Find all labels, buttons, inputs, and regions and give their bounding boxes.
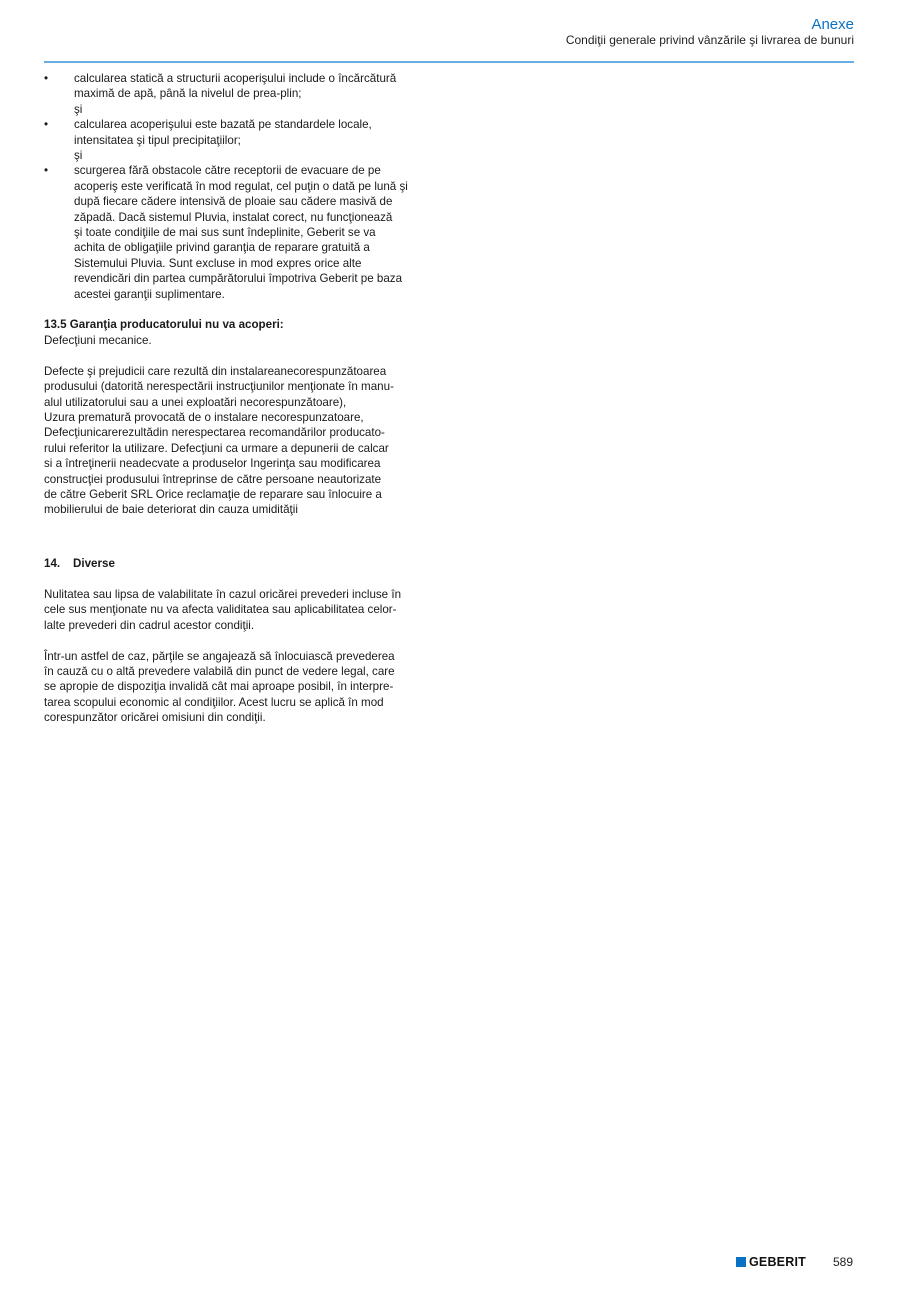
text-line: acestei garanţii suplimentare. <box>74 287 225 301</box>
text-line: şi toate condiţiile de mai sus sunt îndeplinite, Geberit se va <box>74 226 376 240</box>
text-line: calcularea acoperişului este bazată pe standardele locale, <box>74 118 372 132</box>
text-line: maximă de apă, până la nivelul de prea-plin; <box>74 87 302 101</box>
page-number: 589 <box>833 1255 854 1269</box>
text-line: produsului (datorită nerespectării instrucţiunilor menţionate în manu- <box>44 380 394 394</box>
section-14-heading: 14. Diverse <box>44 557 115 571</box>
text-line: Într-un astfel de caz, părţile se angajează să înlocuiască prevederea <box>44 649 395 663</box>
text-line: rului referitor la utilizare. Defecţiuni ca urmare a depunerii de calcar <box>44 441 389 455</box>
bullet-item <box>44 71 444 117</box>
text-line: cele sus menţionate nu va afecta validitatea sau aplicabilitatea celor- <box>44 603 397 617</box>
bullet-item <box>44 163 444 302</box>
logo-text: GEBERIT <box>749 1255 806 1269</box>
text-line: tarea scopului economic al condiţiilor. Acest lucru se aplică în mod <box>44 695 384 709</box>
geberit-logo <box>736 1255 806 1269</box>
page-content <box>44 71 444 726</box>
text-line: şi <box>74 102 83 116</box>
spacer <box>44 533 444 556</box>
text-line: după fiecare cădere intensivă de ploaie sau cădere masivă de <box>74 195 393 209</box>
spacer <box>44 633 444 648</box>
bullet-icon: • <box>44 118 49 132</box>
text-line: Sistemului Pluvia. Sunt excluse in mod expres orice alte <box>74 256 362 270</box>
text-line: Nulitatea sau lipsa de valabilitate în cazul oricărei prevederi incluse în <box>44 587 402 601</box>
text-line: în cauză cu o altă prevedere valabilă din punct de vedere legal, care <box>44 664 395 678</box>
section-title: Anexe <box>811 16 854 33</box>
text-line: alul utilizatorului sau a unei exploatări necorespunzătoare), <box>44 395 347 409</box>
spacer <box>44 572 444 587</box>
spacer <box>44 302 444 317</box>
text-line: se apropie de dispoziţia invalidă cât mai aproape posibil, în interpre- <box>44 680 394 694</box>
section-14-paragraph-2 <box>44 649 444 726</box>
section-13-5-paragraph <box>44 364 444 518</box>
text-line: zăpadă. Dacă sistemul Pluvia, instalat corect, nu funcţionează <box>74 210 393 224</box>
text-line: scurgerea fără obstacole către receptorii de evacuare de pe <box>74 164 381 178</box>
section-13-5-heading: 13.5 Garanţia producatorului nu va acoperi: <box>44 318 284 332</box>
text-line: Defecte şi prejudicii care rezultă din instalareanecorespunzătoarea <box>44 364 387 378</box>
text-line: mobilierului de baie deteriorat din cauza umidităţii <box>44 503 298 517</box>
text-line: Uzura prematură provocată de o instalare necorespunzatoare, <box>44 410 364 424</box>
text-line: revendicări din partea cumpărătorului împotriva Geberit pe baza <box>74 272 403 286</box>
text-line: calcularea statică a structurii acoperişului include o încărcătură <box>74 72 397 85</box>
text-line: acoperiş este verificată în mod regulat, cel puţin o dată pe lună şi <box>74 179 408 193</box>
text-line: si a întreţinerii neadecvate a produselor Ingerinţa sau modificarea <box>44 457 381 471</box>
text-line: intensitatea şi tipul precipitaţiilor; <box>74 133 241 147</box>
text-line: şi <box>74 149 83 163</box>
section-subtitle: Condiţii generale privind vânzările şi livrarea de bunuri <box>565 33 854 47</box>
text-line: corespunzător oricărei omisiuni din condiţii. <box>44 711 266 725</box>
text-line: lalte prevederi din cadrul acestor condiţii. <box>44 618 255 632</box>
bullet-item <box>44 117 444 163</box>
logo-square-icon <box>736 1257 746 1267</box>
bullet-icon: • <box>44 72 49 85</box>
spacer <box>44 518 444 533</box>
header-divider <box>44 61 854 63</box>
text-line: Defecţiunicarerezultădin nerespectarea recomandărilor producato- <box>44 426 385 440</box>
section-14-paragraph-1 <box>44 587 444 633</box>
text-line: de către Geberit SRL Orice reclamaţie de reparare sau înlocuire a <box>44 487 382 501</box>
bullet-icon: • <box>44 164 49 178</box>
text-line: achita de obligaţiile privind garanţia de reparare gratuită a <box>74 241 370 255</box>
bullet-list <box>44 71 444 302</box>
text-line: construcţiei produsului întreprinse de către persoane neautorizate <box>44 472 382 486</box>
spacer <box>44 348 444 363</box>
section-13-5-line1: Defecţiuni mecanice. <box>44 333 152 347</box>
